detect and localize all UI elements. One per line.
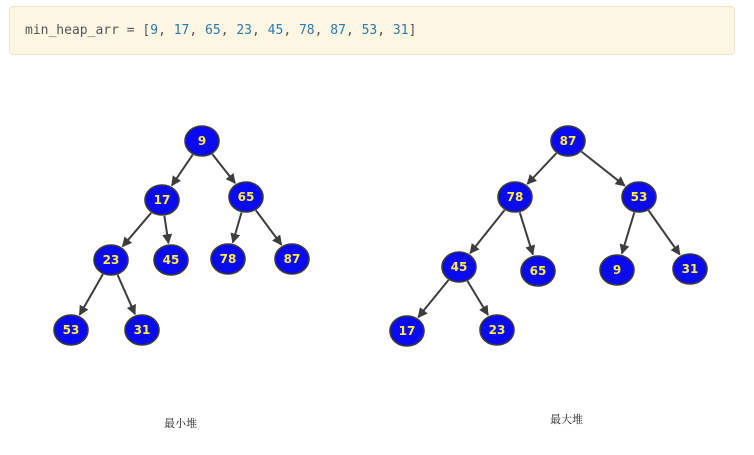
max-heap-node-23 (480, 315, 514, 345)
max-heap-edge-53-to-9 (622, 213, 634, 254)
max-heap-node-53 (622, 182, 656, 212)
min-heap-node-label: 45 (162, 253, 180, 267)
max-heap-edge-87-to-53 (582, 152, 625, 186)
min-heap-node-31 (125, 315, 159, 345)
max-heap-edge-87-to-78 (527, 153, 556, 184)
min-heap-edge-9-to-65 (212, 154, 235, 183)
code-value: 9 (150, 23, 159, 38)
min-heap-edge-65-to-78 (233, 213, 242, 243)
max-heap-edge-53-to-31 (649, 211, 680, 255)
code-separator: , (252, 23, 268, 38)
max-heap-node-label: 87 (559, 134, 577, 148)
code-value: 53 (361, 23, 378, 38)
code-separator: , (220, 23, 237, 38)
code-open-bracket: [ (142, 23, 151, 38)
max-heap-edge-78-to-45 (470, 210, 505, 253)
max-heap-node-17 (390, 316, 424, 346)
max-heap-node-label: 31 (681, 262, 699, 276)
code-separator: , (314, 23, 331, 38)
max-heap-caption: 最大堆 (550, 413, 583, 426)
code-value: 17 (173, 23, 190, 38)
min-heap-edge-17-to-45 (164, 216, 168, 243)
max-heap-node-label: 23 (488, 323, 506, 337)
code-value: 23 (236, 23, 252, 38)
code-value: 31 (392, 23, 409, 38)
min-heap-node-label: 87 (283, 252, 301, 266)
min-heap-edge-17-to-23 (123, 213, 152, 247)
min-heap-node-label: 9 (197, 134, 207, 148)
min-heap-node-65 (229, 182, 263, 212)
max-heap-node-label: 45 (450, 260, 468, 274)
code-operator: = (126, 23, 135, 38)
code-separator: , (189, 23, 206, 38)
code-value: 45 (267, 23, 284, 38)
max-heap-node-label: 78 (506, 190, 524, 204)
code-separator: , (158, 23, 174, 38)
min-heap-node-9 (185, 126, 219, 156)
min-heap-tree (54, 126, 309, 345)
min-heap-node-53 (54, 315, 88, 345)
code-separator: , (377, 23, 393, 38)
min-heap-node-87 (275, 244, 309, 274)
min-heap-edge-65-to-87 (256, 210, 282, 244)
min-heap-node-17 (145, 185, 179, 215)
max-heap-edge-78-to-65 (520, 212, 533, 254)
code-close-bracket: ] (408, 23, 417, 38)
min-heap-caption: 最小堆 (164, 417, 197, 430)
code-value: 87 (330, 23, 346, 38)
max-heap-node-87 (551, 126, 585, 156)
max-heap-node-45 (442, 252, 476, 282)
max-heap-tree (390, 126, 707, 346)
max-heap-node-label: 53 (630, 190, 648, 204)
code-separator: , (283, 23, 299, 38)
min-heap-edge-23-to-31 (118, 275, 135, 314)
max-heap-edge-45-to-23 (468, 281, 489, 315)
max-heap-node-65 (521, 256, 555, 286)
max-heap-node-label: 65 (529, 264, 547, 278)
min-heap-node-45 (154, 245, 188, 275)
max-heap-node-78 (498, 182, 532, 212)
code-value: 65 (205, 23, 221, 38)
code-value: 78 (298, 23, 315, 38)
min-heap-edge-9-to-17 (172, 155, 193, 186)
max-heap-node-9 (600, 255, 634, 285)
min-heap-node-23 (94, 245, 128, 275)
code-variable: min_heap_arr (25, 23, 119, 38)
min-heap-edge-23-to-53 (80, 274, 103, 315)
min-heap-node-label: 65 (237, 190, 255, 204)
min-heap-node-label: 23 (102, 253, 120, 267)
code-separator: , (345, 23, 362, 38)
min-heap-node-label: 53 (62, 323, 80, 337)
max-heap-node-label: 17 (398, 324, 416, 338)
min-heap-node-label: 31 (133, 323, 151, 337)
max-heap-node-label: 9 (612, 263, 622, 277)
max-heap-node-31 (673, 254, 707, 284)
min-heap-node-78 (211, 244, 245, 274)
min-heap-node-label: 17 (153, 193, 171, 207)
min-heap-node-label: 78 (219, 252, 237, 266)
max-heap-edge-45-to-17 (418, 280, 448, 317)
